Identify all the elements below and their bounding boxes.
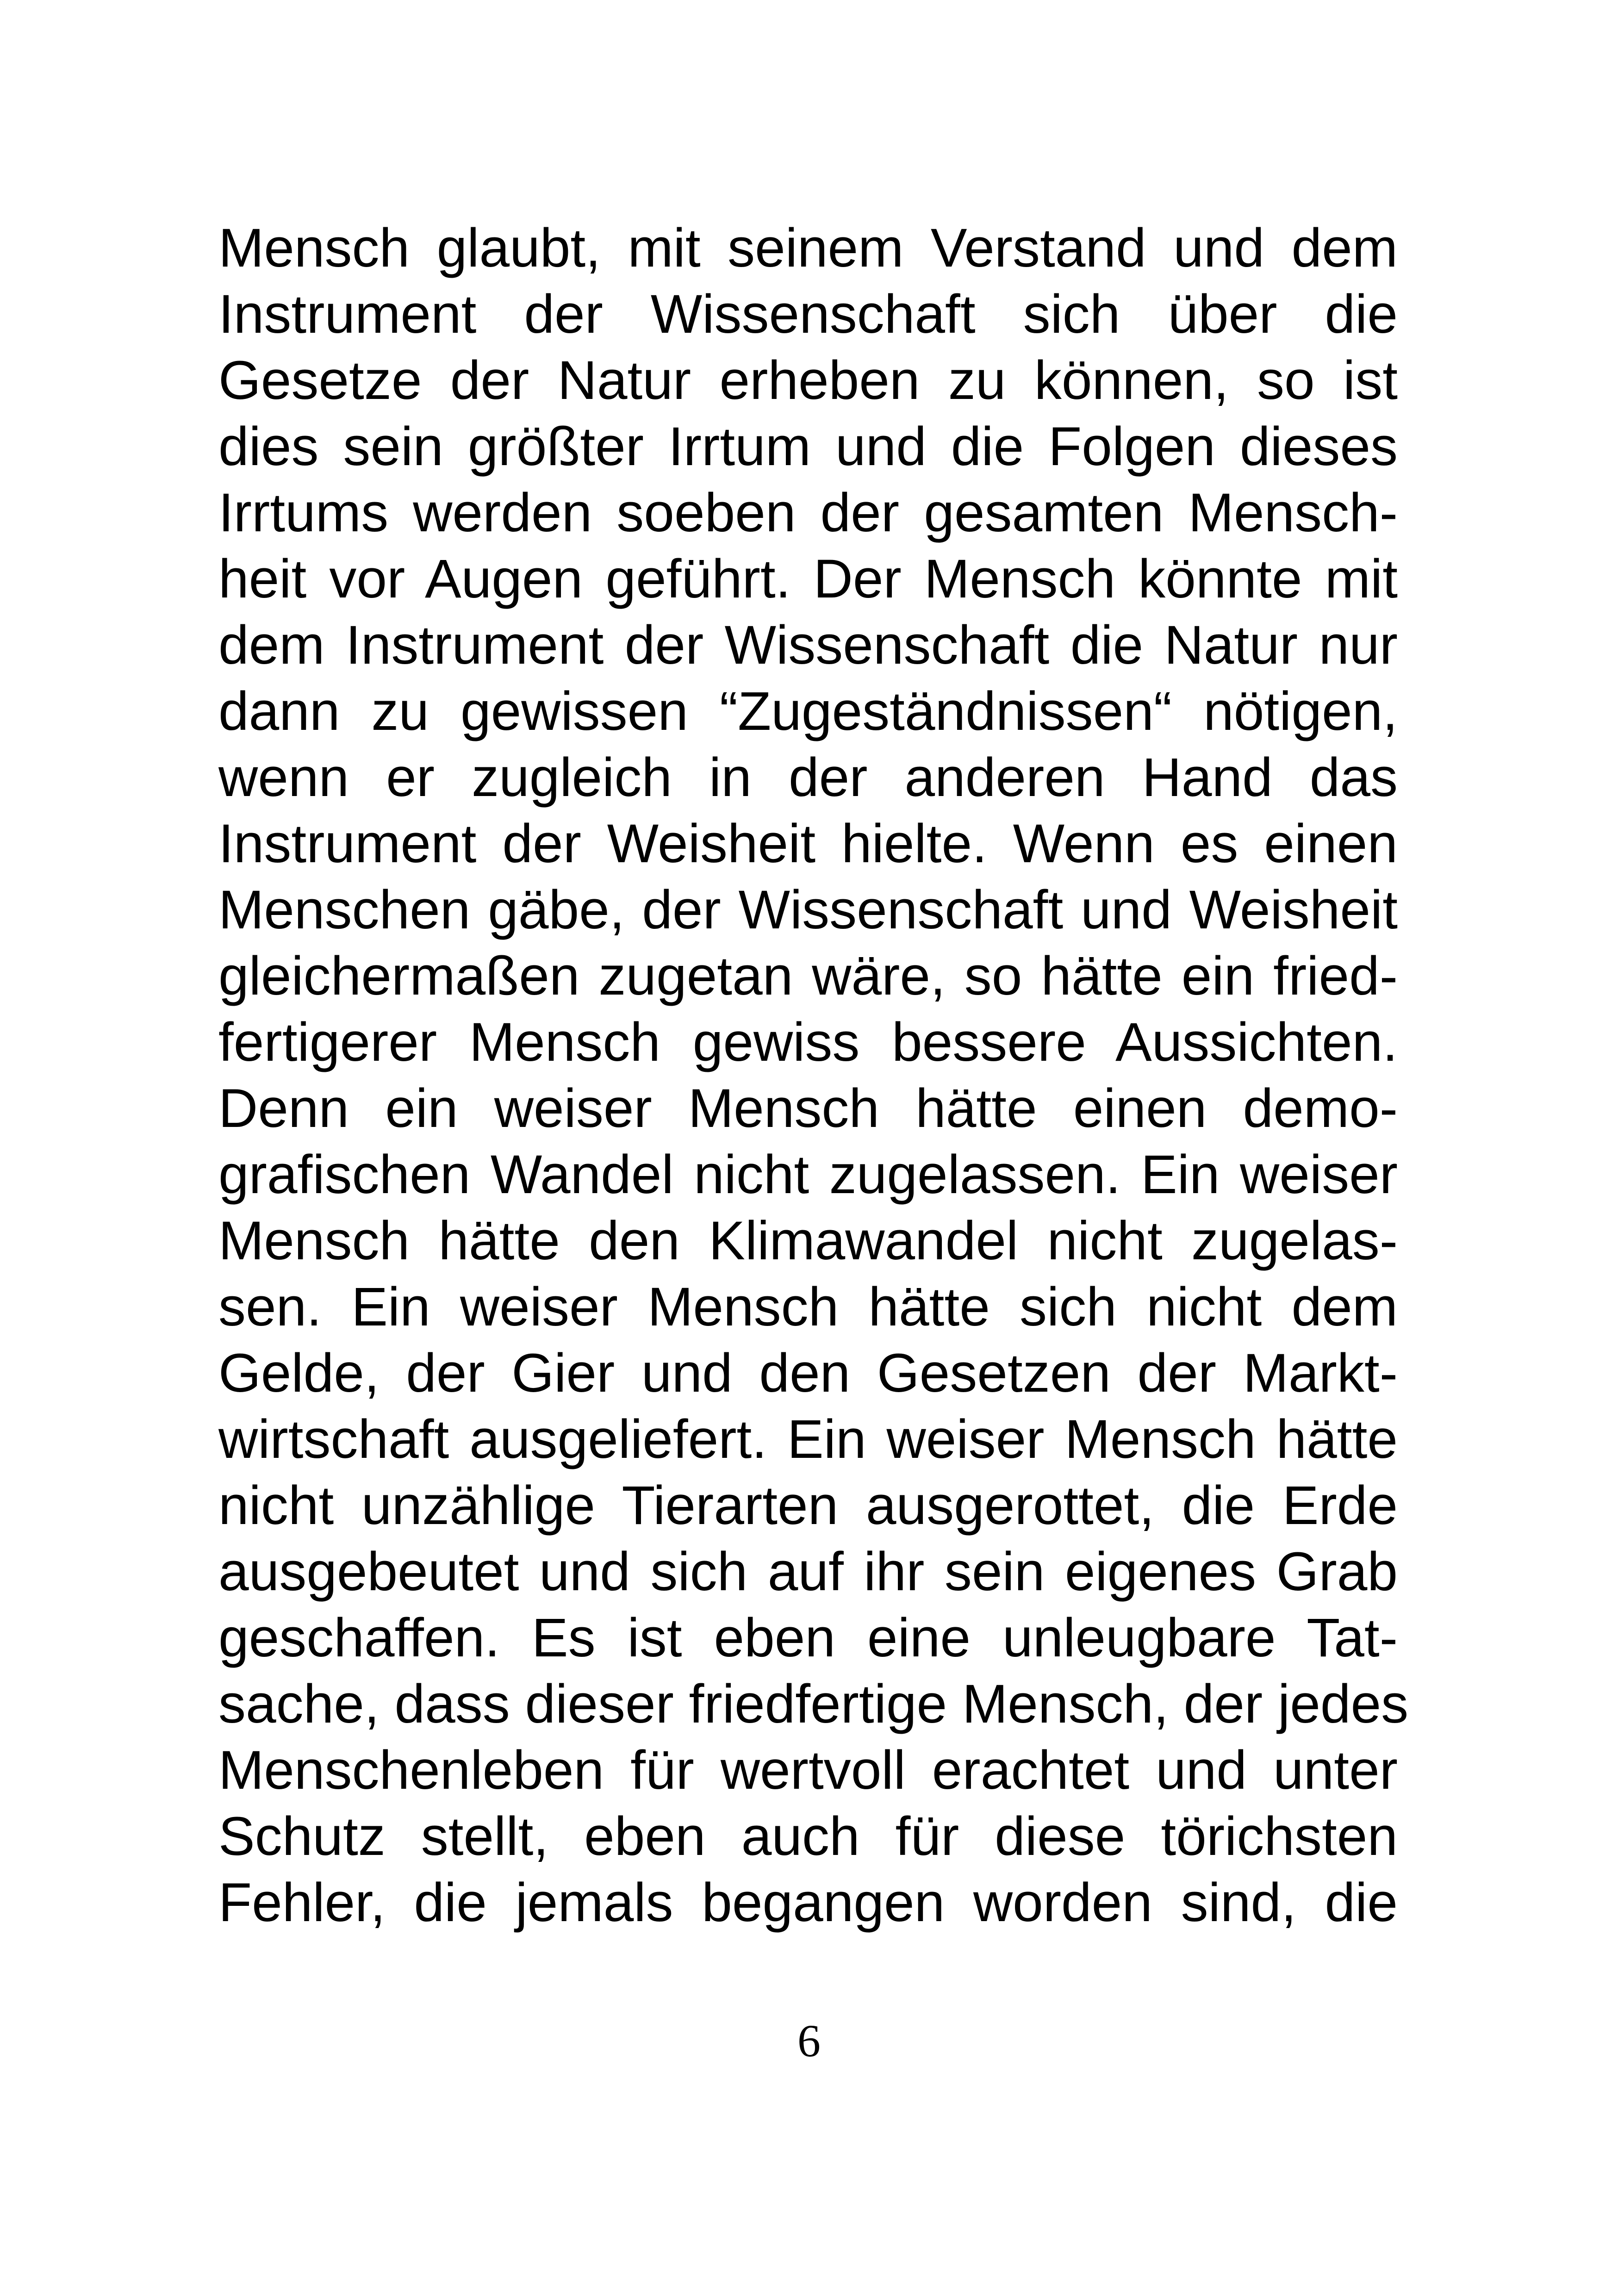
text-line: Instrument der Weisheit hielte. Wenn es einen	[218, 813, 1398, 874]
text-line: Menschen gäbe, der Wissenschaft und Weisheit	[218, 879, 1398, 940]
text-line: gleichermaßen zugetan wäre, so hätte ein fried-	[218, 946, 1398, 1007]
text-line: fertigerer Mensch gewiss bessere Aussichten.	[218, 1012, 1398, 1073]
text-line: Instrument der Wissenschaft sich über die	[218, 284, 1398, 345]
text-line: Gesetze der Natur erheben zu können, so ist	[218, 350, 1398, 411]
text-line: ausgebeutet und sich auf ihr sein eigenes Grab	[218, 1541, 1398, 1602]
text-line: nicht unzählige Tierarten ausgerottet, die Erde	[218, 1475, 1398, 1536]
text-line: wenn er zugleich in der anderen Hand das	[218, 747, 1398, 808]
text-line: wirtschaft ausgeliefert. Ein weiser Mensch hätte	[218, 1409, 1398, 1470]
text-line: dem Instrument der Wissenschaft die Natur nur	[218, 615, 1398, 676]
body-text	[218, 215, 1409, 1936]
text-line: sache, dass dieser friedfertige Mensch, der jedes	[218, 1674, 1409, 1735]
text-line: dies sein größter Irrtum und die Folgen dieses	[218, 416, 1398, 477]
text-line: sen. Ein weiser Mensch hätte sich nicht dem	[218, 1276, 1398, 1338]
page-number: 6	[797, 2015, 821, 2066]
text-line: Gelde, der Gier und den Gesetzen der Markt-	[218, 1343, 1398, 1404]
text-line: Fehler, die jemals begangen worden sind, die	[218, 1872, 1398, 1933]
text-line: Irrtums werden soeben der gesamten Mensch-	[218, 482, 1398, 543]
text-line: dann zu gewissen “Zugeständnissen“ nötigen,	[218, 681, 1398, 742]
text-line: Mensch hätte den Klimawandel nicht zugelas-	[218, 1210, 1398, 1271]
text-line: Menschenleben für wertvoll erachtet und unter	[218, 1740, 1398, 1801]
text-line: Denn ein weiser Mensch hätte einen demo-	[218, 1078, 1398, 1139]
text-line: Schutz stellt, eben auch für diese törichsten	[218, 1806, 1398, 1867]
text-line: heit vor Augen geführt. Der Mensch könnte mit	[218, 548, 1398, 610]
text-line: geschaffen. Es ist eben eine unleugbare Tat-	[218, 1607, 1398, 1668]
text-line: grafischen Wandel nicht zugelassen. Ein weiser	[218, 1144, 1398, 1205]
text-line: Mensch glaubt, mit seinem Verstand und dem	[218, 218, 1398, 279]
